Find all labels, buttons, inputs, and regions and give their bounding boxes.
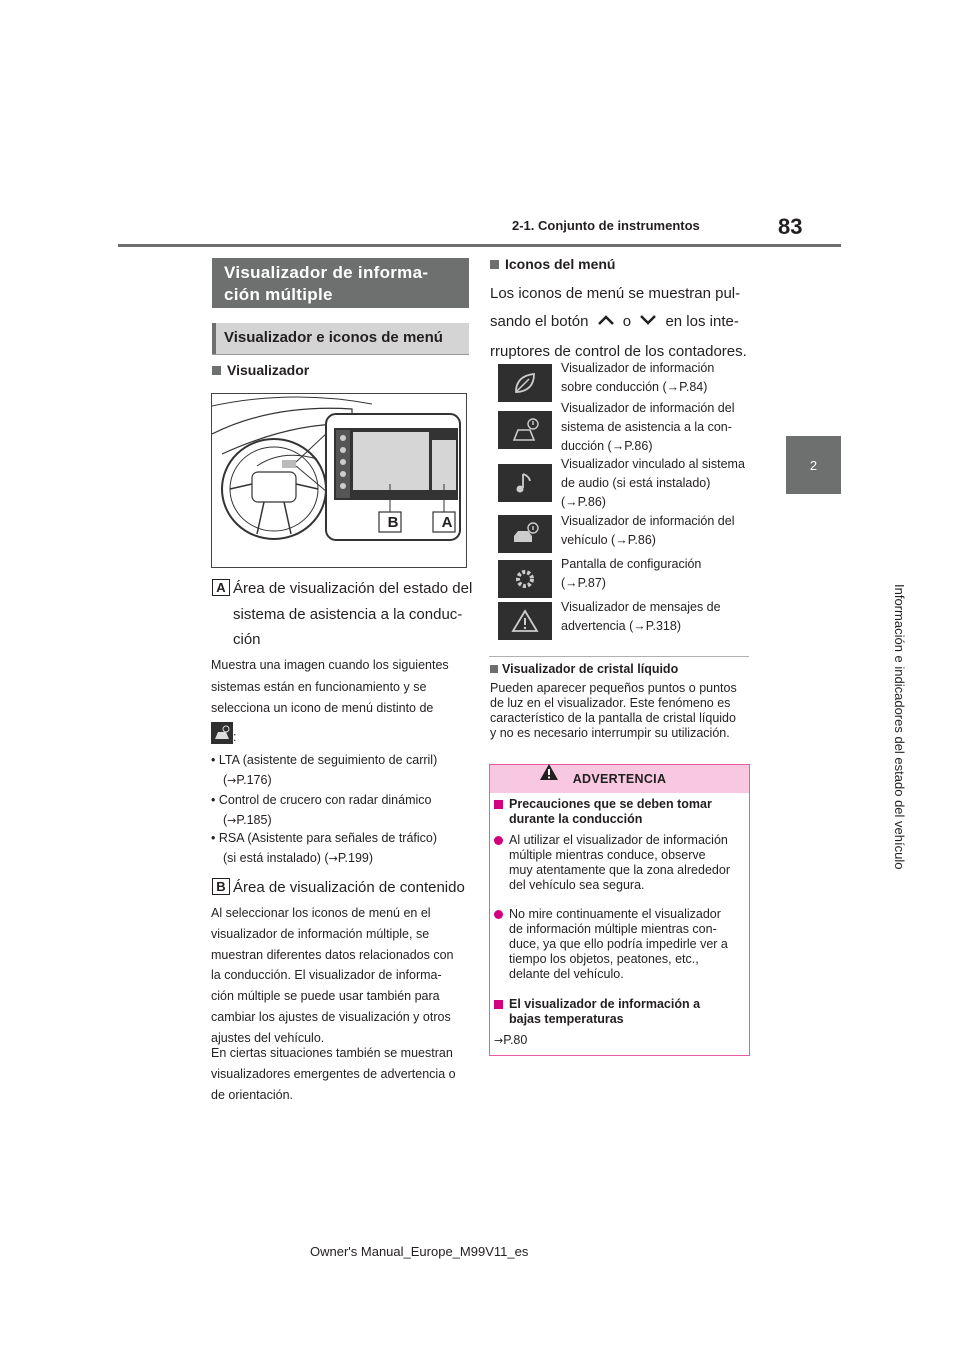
area-b-title: Área de visualización de contenido <box>233 879 465 896</box>
iconos-line3: rruptores de control de los contadores. <box>490 343 747 361</box>
callout-a: A <box>441 513 453 531</box>
warning-section2-title-line1: El visualizador de información a <box>509 997 701 1011</box>
warning-section1-title <box>494 797 712 827</box>
menu-item-settings <box>561 555 751 593</box>
warning-item2-line: duce, ya que ello podría impedirle ver a <box>509 937 728 951</box>
section-path: 2-1. Conjunto de instrumentos <box>512 218 700 233</box>
warning-section2-title-line2: bajas temperaturas <box>509 1012 624 1026</box>
menu-item-vehicle-info <box>561 512 751 550</box>
menu-item-line: Visualizador de mensajes de <box>561 600 721 614</box>
lcd-line: Pueden aparecer pequeños puntos o puntos <box>490 681 737 695</box>
lcd-line: de luz en el visualizador. Este fenómeno es <box>490 696 731 710</box>
sub-title: Visualizador e iconos de menú <box>212 323 469 354</box>
square-bullet-icon <box>490 665 498 673</box>
menu-item-driver-assist <box>561 399 751 456</box>
square-bullet-icon <box>494 800 503 809</box>
visualizador-heading <box>212 362 309 378</box>
area-a-title-line2: sistema de asistencia a la conduc- <box>233 606 463 623</box>
sub-title-rule <box>212 354 469 355</box>
area-b-line: Al seleccionar los iconos de menú en el <box>211 906 431 920</box>
bullet-radar-ref[interactable]: P.185) <box>236 813 272 827</box>
section-divider <box>489 656 749 657</box>
bullet-lta: • LTA (asistente de seguimiento de carril) (→P.176) <box>211 753 438 787</box>
menu-item-line: Visualizador de información <box>561 361 715 375</box>
menu-item-audio <box>561 455 751 512</box>
bullet-rsa-ref[interactable]: P.199) <box>337 851 374 865</box>
area-b-line: muestran diferentes datos relacionados con <box>211 947 454 962</box>
bullet-rsa: • RSA (Asistente para señales de tráfico) (si está instalado) (→P.199) <box>211 831 438 865</box>
warning-item1-line: muy atentamente que la zona alrededor <box>509 863 730 877</box>
chevron-down-icon <box>639 309 657 335</box>
warning-item1-line: del vehículo sea segura. <box>509 878 645 892</box>
iconos-heading <box>490 256 615 272</box>
music-note-icon[interactable] <box>498 464 552 502</box>
lcd-line: característico de la pantalla de cristal líquido <box>490 711 736 725</box>
lcd-heading-text: Visualizador de cristal líquido <box>502 662 679 676</box>
warning-item2-line: de información múltiple mientras con- <box>509 922 717 936</box>
chapter-number: 2 <box>809 457 818 473</box>
arrow-right-icon: → <box>227 774 237 787</box>
warning-item1-line: Al utilizar el visualizador de información <box>509 833 728 847</box>
bullet-lta-line1: LTA (asistente de seguimiento de carril) <box>218 753 438 767</box>
main-title-line2: ción múltiple <box>224 285 333 304</box>
menu-item-line: Visualizador de información del <box>561 514 735 528</box>
warning-item2-line: tiempo los objetos, peatones, etc., <box>509 952 699 966</box>
warning-item1-line: múltiple mientras conduce, observe <box>509 848 706 862</box>
menu-item-line: de audio (si está instalado) <box>561 476 711 490</box>
bullet-rsa-line1: RSA (Asistente para señales de tráfico) <box>218 831 438 845</box>
driver-assist-icon <box>211 722 233 744</box>
area-a-title-line3: ción <box>233 631 261 648</box>
area-b-line: visualizadores emergentes de advertencia o <box>211 1066 456 1081</box>
bullet-dot-icon <box>494 910 503 919</box>
area-b-desc <box>211 903 454 1049</box>
driver-assist-icon[interactable] <box>498 411 552 449</box>
warning-header <box>490 765 749 793</box>
area-b-desc-2 <box>211 1043 456 1105</box>
warning-triangle-icon <box>539 763 559 784</box>
bullet-rsa-paren: (si está instalado) ( <box>223 851 329 865</box>
warning-section1-title-line2: durante la conducción <box>509 812 643 826</box>
gear-icon[interactable] <box>498 560 552 598</box>
warning-section2-ref[interactable] <box>494 1033 527 1047</box>
warning-section2-ref-text: P.80 <box>503 1033 528 1047</box>
warning-item2-line: delante del vehículo. <box>509 967 624 981</box>
menu-item-line: vehículo (→P.86) <box>561 533 656 547</box>
bullet-lta-paren: ( <box>223 773 228 787</box>
area-a-desc-line3: selecciona un icono de menú distinto de <box>211 701 434 715</box>
menu-item-line: ducción (→P.86) <box>561 439 653 453</box>
leaf-icon[interactable] <box>498 364 552 402</box>
chapter-title: Información e indicadores del estado del vehículo <box>892 584 907 870</box>
area-b-line: ajustes del vehículo. <box>211 1030 325 1045</box>
area-a-desc-line2: sistemas están en funcionamiento y se <box>211 680 427 694</box>
area-b-line: la conducción. El visualizador de informa- <box>211 968 442 983</box>
menu-item-line: advertencia (→P.318) <box>561 619 681 633</box>
arrow-right-icon: → <box>328 852 338 865</box>
lcd-heading <box>490 662 678 676</box>
bullet-radar-paren: ( <box>223 813 228 827</box>
lcd-line: y no es necesario interrumpir su utilización. <box>490 726 730 740</box>
menu-item-driving-info <box>561 359 751 397</box>
lcd-desc <box>490 681 737 741</box>
arrow-right-icon: → <box>227 814 237 827</box>
iconos-line1: Los iconos de menú se muestran pul- <box>490 285 741 302</box>
menu-item-line: sistema de asistencia a la con- <box>561 420 732 434</box>
menu-item-line: sobre conducción (→P.84) <box>561 380 708 394</box>
area-b-line: ción múltiple se puede usar también para <box>211 989 440 1004</box>
square-bullet-icon <box>494 1000 503 1009</box>
iconos-heading-text: Iconos del menú <box>505 256 616 272</box>
warning-section1-title-line1: Precauciones que se deben tomar <box>509 797 712 811</box>
menu-item-line: (→P.87) <box>561 576 606 590</box>
menu-item-line: (→P.86) <box>561 495 606 509</box>
dashboard-illustration <box>211 393 467 568</box>
warning-item2 <box>494 907 728 982</box>
iconos-intro <box>490 281 747 365</box>
area-b-line: visualizador de información múltiple, se <box>211 926 430 941</box>
bullet-lta-ref[interactable]: P.176) <box>236 773 272 787</box>
area-a-desc-line1: Muestra una imagen cuando los siguientes <box>211 658 449 672</box>
page-number: 83 <box>778 214 803 239</box>
chapter-tab[interactable] <box>786 436 841 494</box>
square-bullet-icon <box>490 260 499 269</box>
arrow-right-icon: → <box>494 1034 504 1047</box>
area-b-line: de orientación. <box>211 1087 294 1102</box>
footer-text: Owner's Manual_Europe_M99V11_es <box>310 1244 529 1259</box>
warning-title: ADVERTENCIA <box>572 772 667 786</box>
menu-item-warning-messages <box>561 598 751 636</box>
main-title-line1: Visualizador de informa- <box>224 263 429 282</box>
callout-b: B <box>387 513 399 531</box>
menu-item-line: Visualizador de información del <box>561 401 735 415</box>
warning-section2-title <box>494 997 700 1027</box>
main-title <box>212 258 469 308</box>
car-info-icon[interactable] <box>498 515 552 553</box>
bullet-radar-line1: Control de crucero con radar dinámico <box>218 793 432 807</box>
square-bullet-icon <box>212 366 221 375</box>
bullet-dot-icon <box>494 836 503 845</box>
area-a-colon: : <box>233 730 237 744</box>
warning-item2-line: No mire continuamente el visualizador <box>509 907 721 921</box>
menu-item-line: Visualizador vinculado al sistema <box>561 457 745 471</box>
menu-item-line: Pantalla de configuración <box>561 557 702 571</box>
steering-wheel-display-drawing <box>212 394 466 567</box>
header-rule <box>118 244 841 247</box>
warning-triangle-icon[interactable] <box>498 602 552 640</box>
iconos-line2-pre: sando el botón <box>490 313 589 330</box>
bullet-radar-cruise: • Control de crucero con radar dinámico (→P.185) <box>211 793 432 827</box>
label-a-box: A <box>212 579 230 596</box>
warning-item1 <box>494 833 730 893</box>
iconos-line2-post: en los inte- <box>665 313 739 330</box>
iconos-line2-mid: o <box>622 313 632 330</box>
area-a-title-line1: Área de visualización del estado del <box>233 580 473 597</box>
visualizador-heading-text: Visualizador <box>227 362 310 378</box>
chevron-up-icon <box>597 309 615 335</box>
area-b-line: cambiar los ajustes de visualización y otros <box>211 1009 451 1024</box>
area-b-line: En ciertas situaciones también se muestran <box>211 1046 453 1060</box>
label-b-box: B <box>212 878 230 895</box>
